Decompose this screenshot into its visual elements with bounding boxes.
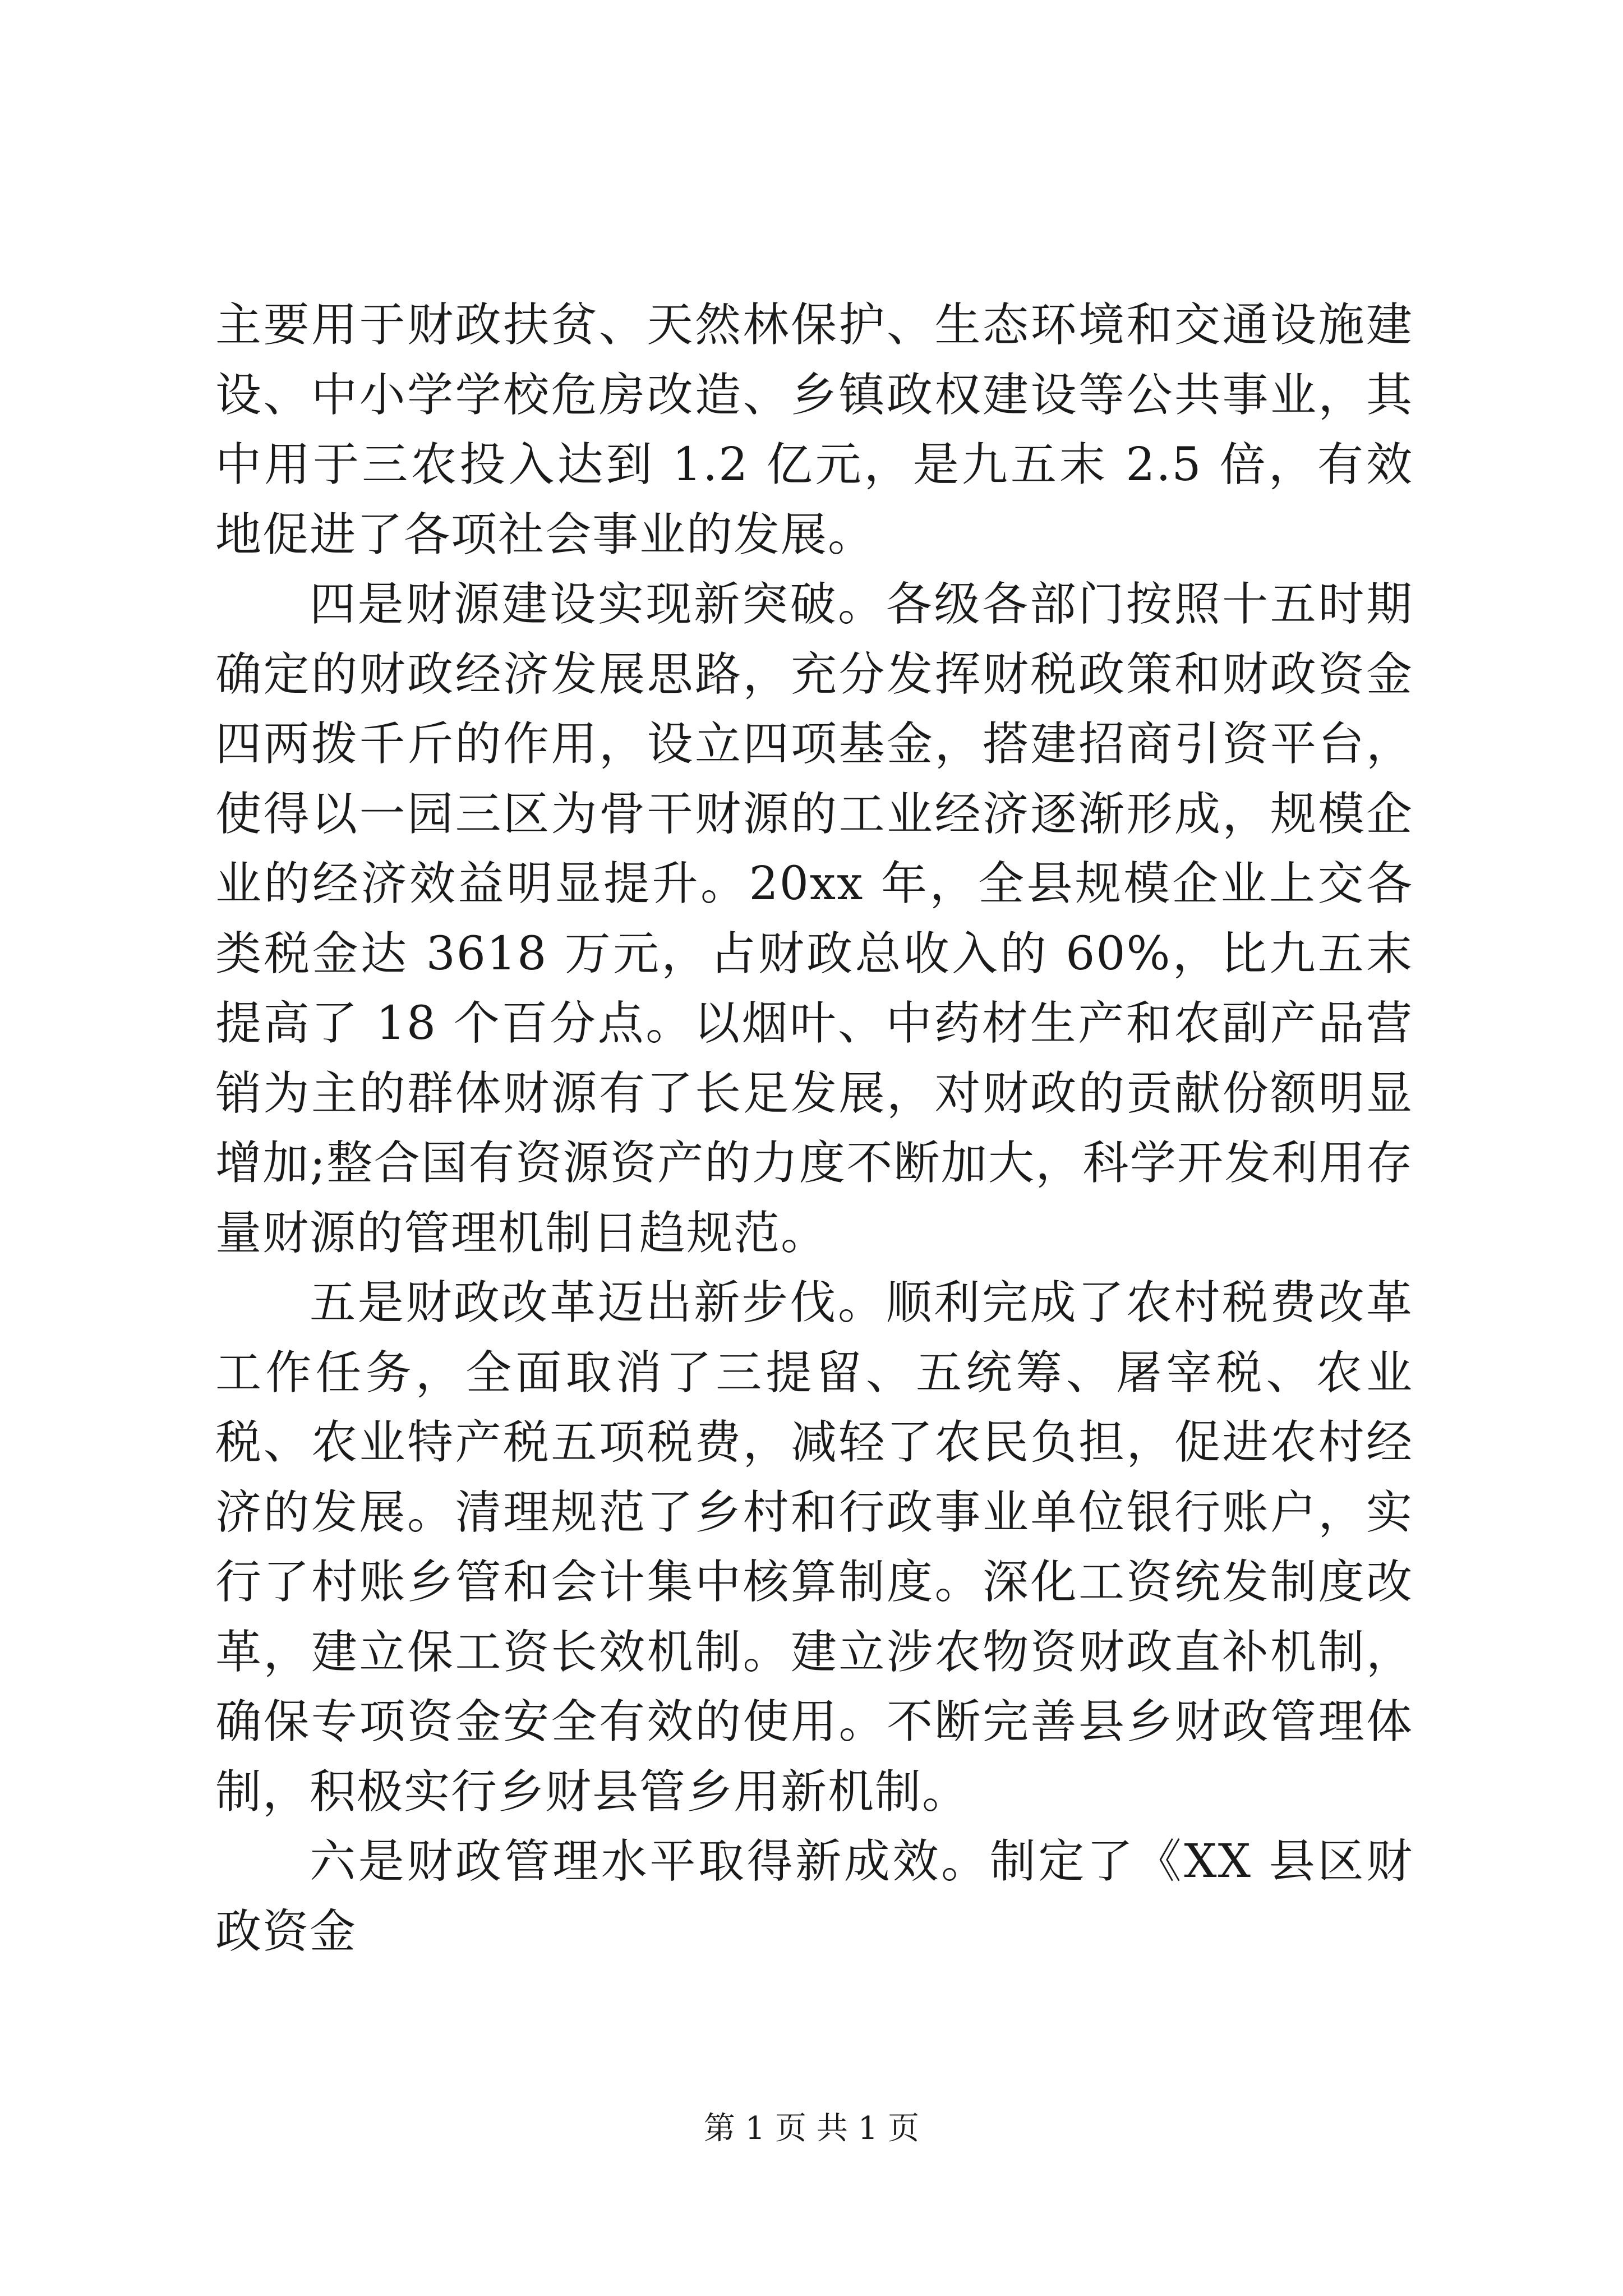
paragraph-3: 五是财政改革迈出新步伐。顺利完成了农村税费改革工作任务，全面取消了三提留、五统筹、屠宰税、农业税、农业特产税五项税费，减轻了农民负担，促进农村经济的发展。清理规范了乡村和行政事业单位银行账户，实行了村账乡管和会计集中核算制度。深化工资统发制度改革，建立保工资长效机制。建立涉农物资财政直补机制，确保专项资金安全有效的使用。不断完善县乡财政管理体制，积极实行乡财县管乡用新机制。 xyxy=(215,1276,1413,1819)
paragraph-2: 四是财源建设实现新突破。各级各部门按照十五时期确定的财政经济发展思路，充分发挥财税政策和财政资金四两拨千斤的作用，设立四项基金，搭建招商引资平台，使得以一园三区为骨干财源的工业经济逐渐形成，规模企业的经济效益明显提升。20xx 年，全县规模企业上交各类税金达 3618 万元，占财政总收入的 60%，比九五末提高了 18 个百分点。以烟叶、中药材生产和农副产品营销为主的群体财源有了长足发展，对财政的贡献份额明显增加;整合国有资源资产的力度不断加大，科学开发利用存量财源的管理机制日趋规范。 xyxy=(215,578,1413,1260)
page-footer xyxy=(0,2109,1623,2148)
paragraph-1: 主要用于财政扶贫、天然林保护、生态环境和交通设施建设、中小学学校危房改造、乡镇政权建设等公共事业，其中用于三农投入达到 1.2 亿元，是九五末 2.5 倍，有效地促进了各项社会事业的发展。 xyxy=(215,298,1413,562)
document-body xyxy=(215,291,1413,1967)
page-number-label: 第 1 页 共 1 页 xyxy=(703,2110,920,2147)
paragraph-4: 六是财政管理水平取得新成效。制定了《XX 县区财政资金 xyxy=(215,1835,1413,1958)
